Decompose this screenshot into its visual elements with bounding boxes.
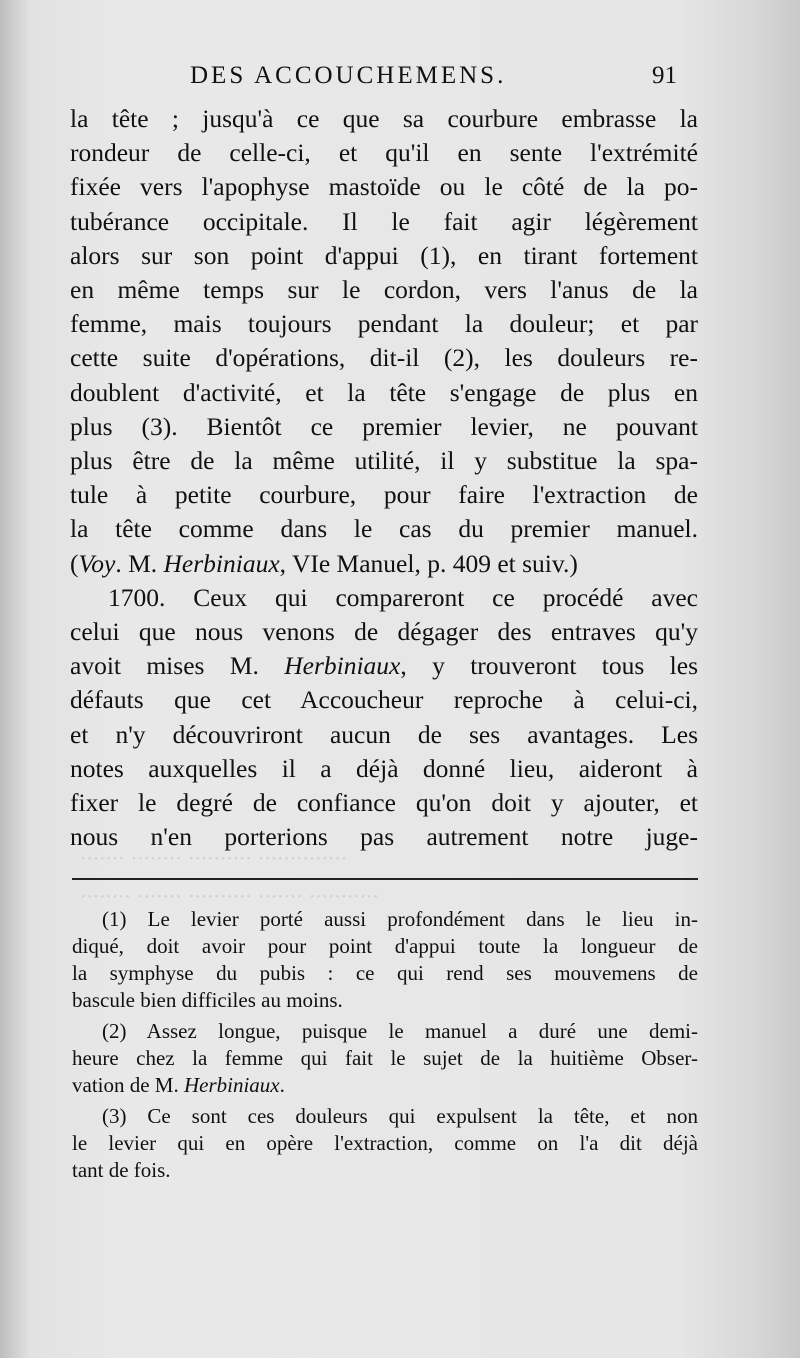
ref-open: ( [70, 548, 79, 578]
footnote-line: (2) Assez longue, puisque le manuel a duré une demi- [102, 1019, 698, 1043]
text-line: rondeur de celle-ci, et qu'il en sente l'extrémité [70, 138, 698, 168]
text-line-with-author [70, 649, 698, 683]
ref-author: Herbiniaux [163, 548, 280, 578]
text-fragment: vation de M. [72, 1073, 184, 1097]
text-line: et n'y découvriront aucun de ses avantages. Les [70, 719, 698, 749]
text-line: celui que nous venons de dégager des entraves qu'y [70, 617, 698, 647]
author-name: Herbiniaux [284, 651, 401, 681]
show-through-text: ··········· ······· ·········· ······· ········ [80, 884, 379, 908]
text-line: en même temps sur le cordon, vers l'anus de la [70, 275, 698, 305]
footnote-line: le levier qui en opère l'extraction, comme on l'a dit déjà [72, 1131, 698, 1155]
ref-voy: Voy [78, 548, 116, 578]
author-name: Herbiniaux [183, 1073, 280, 1097]
show-through-text: ·············· ·········· ········ ······· [80, 846, 348, 870]
ref-rest: , VIe Manuel, p. 409 et suiv.) [279, 548, 578, 578]
text-line: alors sur son point d'appui (1), en tirant fortement [70, 240, 698, 270]
reference-line [70, 547, 698, 581]
text-line: notes auxquelles il a déjà donné lieu, aideront à [70, 753, 698, 783]
footnote-2 [72, 1018, 698, 1099]
text-line: défauts que cet Accoucheur reproche à celui-ci, [70, 685, 698, 715]
footnote-3 [72, 1103, 698, 1184]
text-line: cette suite d'opérations, dit-il (2), les douleurs re- [70, 343, 698, 373]
text-line: tubérance occipitale. Il le fait agir légèrement [70, 206, 698, 236]
page-number: 91 [652, 62, 677, 89]
text-line: fixer le degré de confiance qu'on doit y ajouter, et [70, 788, 698, 818]
text-line: la tête comme dans le cas du premier manuel. [70, 514, 698, 544]
text-fragment: avoit mises M. [70, 651, 285, 681]
text-line: plus (3). Bientôt ce premier levier, ne pouvant [70, 411, 698, 441]
text-line: plus être de la même utilité, il y substitue la spa- [70, 446, 698, 476]
main-text [70, 102, 698, 854]
footnote-line [72, 1072, 698, 1099]
ref-mid: . M. [115, 548, 164, 578]
footnote-separator [72, 878, 698, 880]
text-line: fixée vers l'apophyse mastoïde ou le côté de la po- [70, 172, 698, 202]
paragraph-start: 1700. Ceux qui compareront ce procédé avec [108, 582, 698, 612]
footnote-line: (3) Ce sont ces douleurs qui expulsent la tête, et non [102, 1104, 698, 1128]
text-line: doublent d'activité, et la tête s'engage de plus en [70, 377, 698, 407]
text-line: tule à petite courbure, pour faire l'extraction de [70, 480, 698, 510]
footnote-line: la symphyse du pubis : ce qui rend ses mouvemens de [72, 961, 698, 985]
text-line: la tête ; jusqu'à ce que sa courbure embrasse la [70, 104, 698, 133]
footnote-line: heure chez la femme qui fait le sujet de la huitième Obser- [72, 1046, 698, 1070]
footnote-line: tant de fois. [72, 1158, 171, 1182]
running-title: DES ACCOUCHEMENS. [190, 62, 507, 89]
footnotes [72, 906, 698, 1188]
footnote-1 [72, 906, 698, 1014]
text-line: nous n'en porterions pas autrement notre juge- [70, 822, 698, 852]
footnote-line: bascule bien difficiles au moins. [72, 988, 343, 1012]
text-fragment: , y trouveront tous les [400, 651, 699, 681]
footnote-line: (1) Le levier porté aussi profondément dans le lieu in- [102, 907, 698, 931]
text-fragment: . [279, 1073, 285, 1097]
footnote-line: diqué, doit avoir pour point d'appui toute la longueur de [72, 934, 698, 958]
text-line: femme, mais toujours pendant la douleur; et par [70, 309, 698, 339]
